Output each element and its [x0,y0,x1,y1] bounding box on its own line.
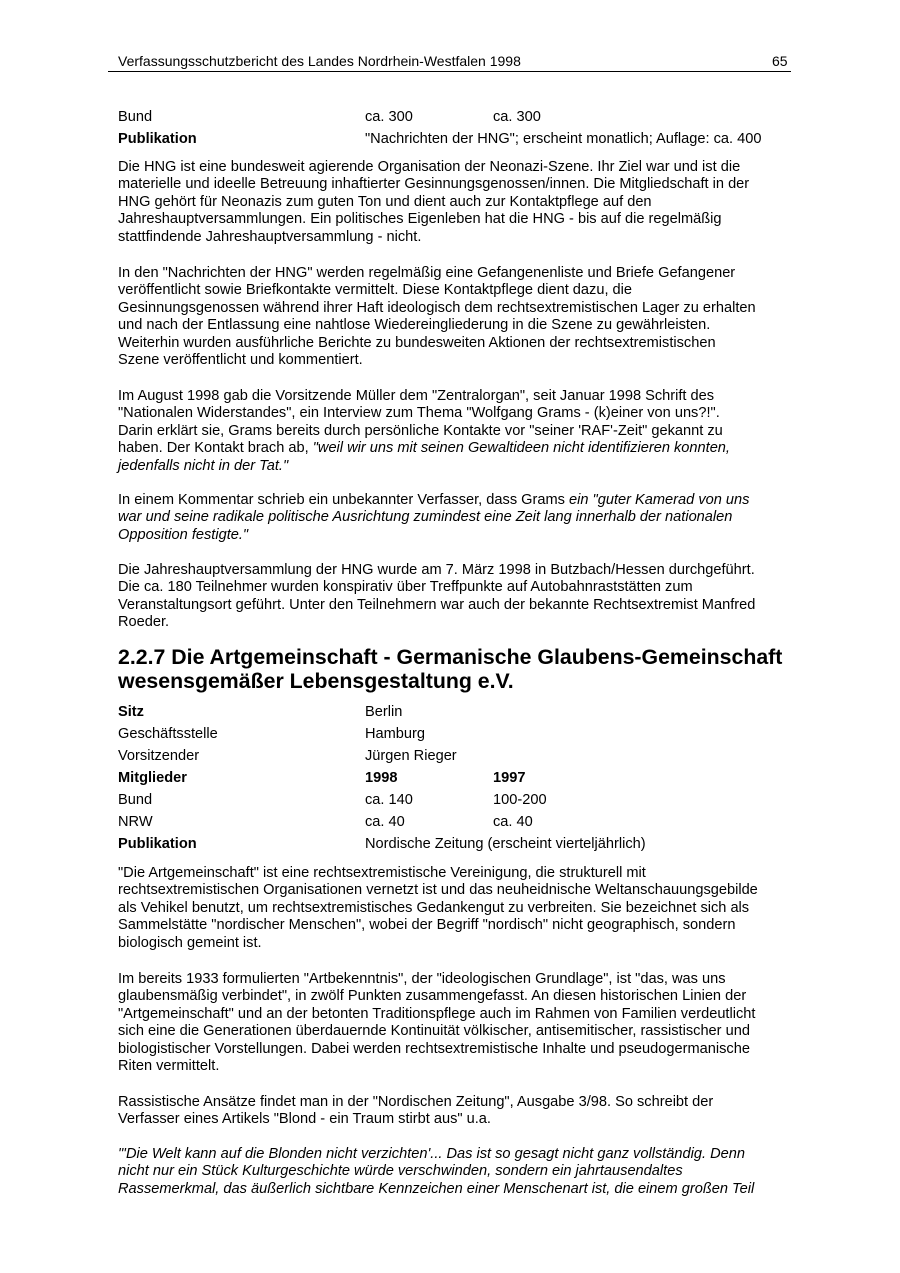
text-line: Im bereits 1933 formulierten "Artbekenntnis", der "ideologischen Grundlage", ist "das, was uns [118,971,726,987]
row-value: Berlin [365,704,403,720]
quote-line: "'Die Welt kann auf die Blonden nicht verzichten'... Das ist so gesagt nicht ganz vollständig. Denn [118,1146,746,1162]
row-label: Sitz [118,704,144,720]
text-line: Veranstaltungsort geführt. Unter den Teilnehmern war auch der bekannte Rechtsextremist Manfred [118,596,756,613]
year-1998-header: 1998 [365,770,398,786]
page-number: 65 [772,53,788,69]
quote-line: Rassemerkmal, das äußerlich sichtbare Kennzeichen einer Menschenart ist, die einem großen Teil [118,1180,755,1197]
text-run: haben. Der Kontakt brach ab, [118,440,313,457]
value-1998: ca. 40 [365,814,405,830]
row-label: Mitglieder [118,770,187,786]
row-label: Publikation [118,836,197,852]
hng-paragraph-4 [118,492,790,544]
ag-paragraph-2 [118,971,790,1075]
text-line: stattfindende Jahreshauptversammlung - nicht. [118,228,422,245]
text-line: HNG gehört für Neonazis zum guten Ton und dient auch zur Kontaktpflege auf den [118,193,652,210]
text-line: Jahreshauptversammlungen. Ein politisches Eigenleben hat die HNG - bis auf die regelmäßig [118,211,722,228]
text-line: sich eine die Generationen überdauernde Kontinuität völkischer, antisemitischer, rassistischer und [118,1023,750,1040]
value-1997: ca. 300 [493,109,541,125]
text-line: materielle und ideelle Betreuung inhaftierter Gesinnungsgenossen/innen. Die Mitgliedschaft in der [118,176,750,193]
text-line: "Die Artgemeinschaft" ist eine rechtsextremistische Vereinigung, die strukturell mit [118,865,646,881]
text-line: glaubensmäßig verbindet", in zwölf Punkten zusammengefasst. An diesen historischen Linien der [118,988,747,1005]
text-line: Sammelstätte "nordischer Menschen", wobei der Begriff "nordisch" nicht geographisch, sondern [118,917,736,934]
value-1997: 100-200 [493,792,547,808]
value-1998: ca. 140 [365,792,413,808]
text-line: veröffentlicht sowie Briefkontakte vermittelt. Diese Kontaktpflege dient dazu, die [118,282,633,299]
quote-run: ein "guter Kamerad von uns [569,492,750,508]
row-label: Geschäftsstelle [118,726,218,742]
row-label: NRW [118,814,153,830]
ag-paragraph-1 [118,865,790,952]
text-line: und nach der Entlassung eine nahtlose Wiedereingliederung in die Szene zu gewährleisten. [118,317,711,334]
quote-line: nicht nur ein Stück Kulturgeschichte würde verschwinden, sondern ein jahrtausendaltes [118,1163,683,1180]
text-line: Die HNG ist eine bundesweit agierende Organisation der Neonazi-Szene. Ihr Ziel war und ist die [118,159,741,175]
text-run: In einem Kommentar schrieb ein unbekannter Verfasser, dass Grams [118,492,570,508]
quote-line: war und seine radikale politische Ausrichtung zumindest eine Zeit lang innerhalb der nationalen [118,509,733,526]
ag-quote-paragraph [118,1146,790,1198]
text-line: Roeder. [118,614,170,631]
text-line [118,492,790,509]
text-line: Gesinnungsgenossen während ihrer Haft ideologisch dem rechtsextremistischen Lager zu erhalten [118,299,756,316]
text-line: Rassistische Ansätze findet man in der "Nordischen Zeitung", Ausgabe 3/98. So schreibt der [118,1094,714,1110]
hng-paragraph-3 [118,388,790,475]
text-line: In den "Nachrichten der HNG" werden regelmäßig eine Gefangenenliste und Briefe Gefangener [118,265,736,281]
heading-line: wesensgemäßer Lebensgestaltung e.V. [118,669,514,693]
quote-line: jedenfalls nicht in der Tat." [118,457,289,474]
text-line: biologisch gemeint ist. [118,934,262,951]
ag-paragraph-3 [118,1094,790,1129]
row-value: "Nachrichten der HNG"; erscheint monatlich; Auflage: ca. 400 [365,131,762,147]
quote-line: Opposition festigte." [118,526,249,543]
text-line: Szene veröffentlicht und kommentiert. [118,352,363,369]
running-header-title: Verfassungsschutzbericht des Landes Nordrhein-Westfalen 1998 [118,53,521,69]
text-line: biologistischer Vorstellungen. Dabei werden rechtsextremistische Inhalte und pseudogermanische [118,1040,750,1057]
hng-paragraph-1 [118,159,790,246]
text-line: Riten vermittelt. [118,1058,220,1075]
row-value: Hamburg [365,726,426,742]
value-1997: ca. 40 [493,814,533,830]
text-line: Weiterhin wurden ausführliche Berichte zu bundesweiten Aktionen der rechtsextremistischen [118,334,716,351]
text-line [118,440,790,457]
hng-paragraph-2 [118,265,790,369]
hng-paragraph-5 [118,562,790,632]
row-label: Bund [118,792,153,808]
year-1997-header: 1997 [493,770,526,786]
quote-run: "weil wir uns mit seinen Gewaltideen nicht identifizieren konnten, [312,440,730,457]
text-line: "Nationalen Widerstandes", ein Interview zum Thema "Wolfgang Grams - (k)einer von uns?!". [118,405,720,422]
text-line: Darin erklärt sie, Grams bereits durch persönliche Kontakte vor "seiner 'RAF'-Zeit" gekannt zu [118,422,723,439]
text-line: "Artgemeinschaft" und an der betonten Traditionspflege auch im Rahmen von Familien verdeutlicht [118,1005,756,1022]
row-value: Jürgen Rieger [365,748,457,764]
header-rule [108,71,791,72]
text-line: Die Jahreshauptversammlung der HNG wurde am 7. März 1998 in Butzbach/Hessen durchgeführt. [118,562,755,578]
text-line: rechtsextremistischen Organisationen vernetzt ist und das neuheidnische Weltanschauungsgebilde [118,882,758,899]
row-label: Vorsitzender [118,748,200,764]
text-line: als Vehikel benutzt, um rechtsextremistisches Gedankengut zu verbreiten. Sie bezeichnet sich als [118,899,750,916]
row-label: Bund [118,109,153,125]
text-line: Die ca. 180 Teilnehmer wurden konspirativ über Treffpunkte auf Autobahnraststätten zum [118,579,693,596]
row-label: Publikation [118,131,197,147]
section-heading [118,645,808,693]
value-1998: ca. 300 [365,109,413,125]
text-line: Im August 1998 gab die Vorsitzende Müller dem "Zentralorgan", seit Januar 1998 Schrift des [118,388,715,404]
heading-line: 2.2.7 Die Artgemeinschaft - Germanische Glaubens-Gemeinschaft [118,645,783,669]
row-value: Nordische Zeitung (erscheint vierteljährlich) [365,836,646,852]
text-line: Verfasser eines Artikels "Blond - ein Traum stirbt aus" u.a. [118,1111,491,1128]
